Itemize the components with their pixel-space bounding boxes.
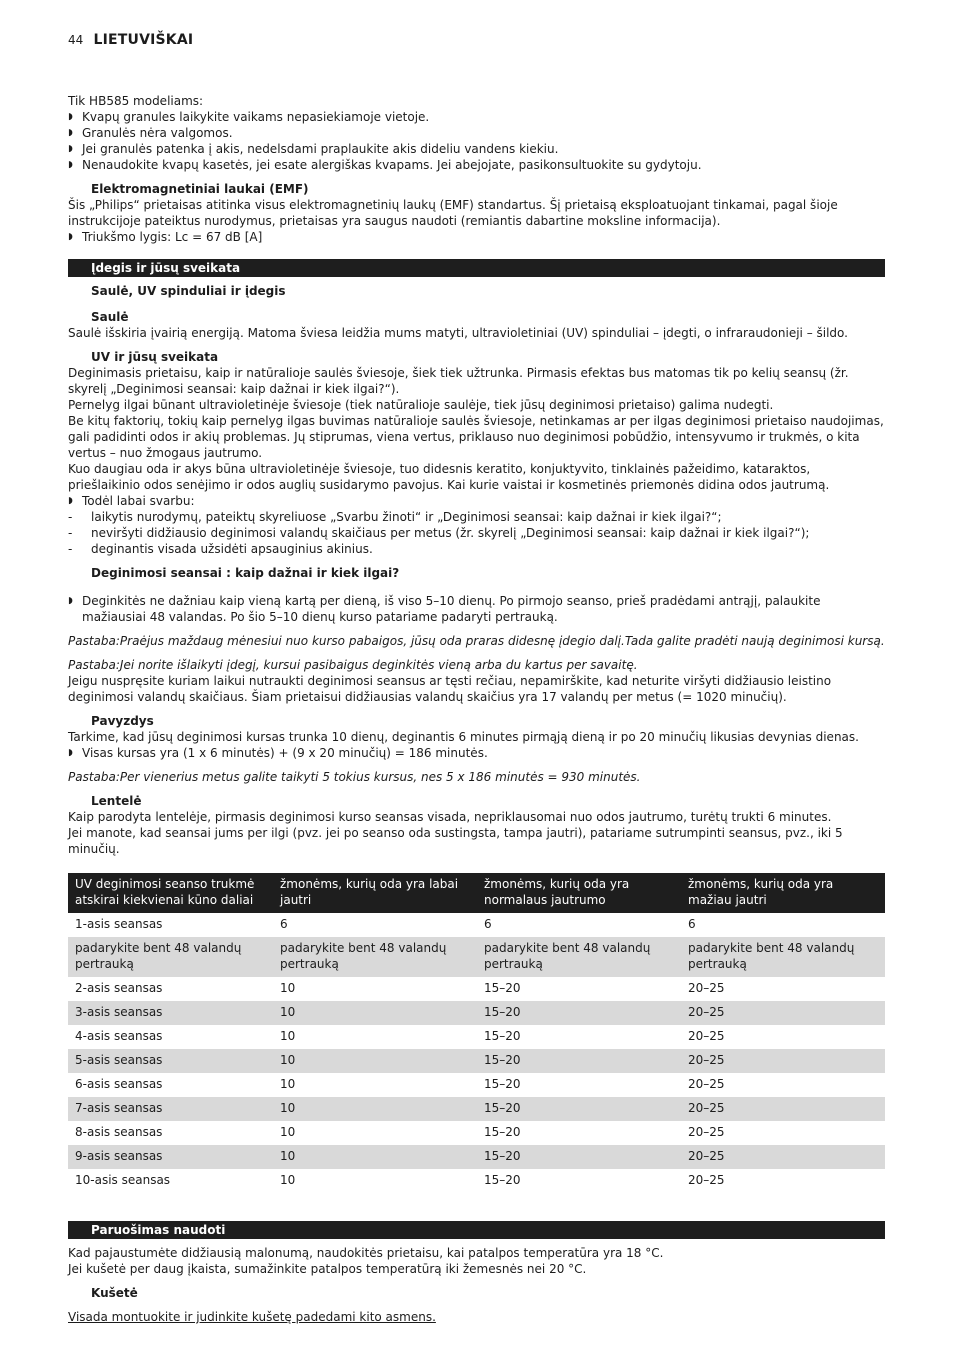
table-row — [68, 1025, 885, 1049]
table-cell: padarykite bent 48 valandų pertrauką — [68, 937, 273, 977]
table-text: Jei manote, kad seansai jums per ilgi (pvz. jei po seanso oda sustingsta, tampa jautri), patariame sutrumpinti seansus, pvz., iki 5 minučių. — [68, 826, 843, 856]
table-cell: 15–20 — [477, 1145, 681, 1169]
prep-text: Jei kušetė per daug įkaista, sumažinkite patalpos temperatūrą iki žemesnės nei 20 °C. — [68, 1262, 587, 1276]
table-cell: 6 — [280, 917, 288, 931]
table-cell: 15–20 — [484, 1173, 521, 1187]
example-bullet: ◗ Visas kursas yra (1 x 6 minutės) + (9 x 20 minučių) = 186 minutės. — [68, 745, 885, 761]
table-cell: 9-asis seansas — [68, 1145, 273, 1169]
table-cell: 20–25 — [681, 1097, 885, 1121]
table-cell: 1-asis seansas — [75, 917, 163, 931]
table-cell: 7-asis seansas — [68, 1097, 273, 1121]
note: Pastaba:Per vienerius metus galite taikyti 5 tokius kursus, nes 5 x 186 minutės = 930 minutės. — [68, 770, 641, 784]
table-cell: 6 — [484, 917, 492, 931]
table-cell: 20–25 — [688, 981, 725, 995]
list-item: - laikytis nurodymų, pateiktų skyreliuose „Svarbu žinoti“ ir „Deginimosi seansai: kaip dažnai ir kiek ilgai?“; — [68, 509, 885, 525]
list-item: ◗ Kvapų granules laikykite vaikams nepasiekiamoje vietoje. — [68, 109, 885, 125]
page-number: 44 — [68, 33, 84, 47]
table-cell: 6-asis seansas — [75, 1077, 163, 1091]
document-page — [68, 32, 885, 1325]
list-item: ◗ Jei granulės patenka į akis, nedelsdami praplaukite akis dideliu vandens kiekiu. — [68, 141, 885, 157]
table-cell: 10 — [280, 1077, 296, 1091]
table-cell: 20–25 — [688, 1077, 725, 1091]
table-row — [68, 937, 885, 977]
table-cell: 20–25 — [688, 1029, 725, 1043]
table-cell: 15–20 — [477, 1001, 681, 1025]
table-cell: 15–20 — [484, 981, 521, 995]
section-bar-prep: Paruošimas naudoti — [68, 1221, 885, 1239]
noise-level: ◗ Triukšmo lygis: Lc = 67 dB [A] — [68, 229, 885, 245]
sessions-bullet: ◗ Deginkitės ne dažniau kaip vieną kartą per dieną, iš viso 5–10 dienų. Po pirmojo seanso, prieš pradėdami antrąjį, palaukite mažiausiai 48 valandas. Po šio 5–10 dienų kurso patariame padaryti pertrauką. — [68, 593, 885, 625]
prep-text: Kad pajaustumėte didžiausią malonumą, naudokitės prietaisu, kai patalpos temperatūra yra 18 °C. — [68, 1246, 664, 1260]
sun-text: Saulė išskiria įvairią energiją. Matoma šviesa leidžia mums matyti, ultravioletiniai (UV) spinduliai – įdegti, o infraraudonieji – šildo. — [68, 326, 848, 340]
table-cell: 10-asis seansas — [75, 1173, 171, 1187]
uv-paragraph: Pernelyg ilgai būnant ultravioletinėje šviesoje (tiek natūralioje saulėje, tiek jūsų deginimosi prietaiso) galima nudegti. — [68, 398, 774, 412]
table-row — [68, 1145, 885, 1169]
table-row — [68, 1169, 885, 1193]
table-row — [68, 1001, 885, 1025]
table-cell: 10 — [273, 1001, 477, 1025]
table-cell: 10 — [273, 1097, 477, 1121]
table-text: Kaip parodyta lentelėje, pirmasis deginimosi kurso seansas visada, nepriklausomai nuo odos jautrumo, turėtų trukti 6 minutes. — [68, 810, 832, 824]
table-row — [68, 977, 885, 1001]
table-row — [68, 1097, 885, 1121]
language-title: LIETUVIŠKAI — [93, 32, 194, 48]
table-row — [68, 1121, 885, 1145]
table-cell: 15–20 — [477, 1097, 681, 1121]
table-cell: 20–25 — [681, 1145, 885, 1169]
uv-paragraph: Kuo daugiau oda ir akys būna ultravioletinėje šviesoje, tuo didesnis keratito, konjuktyvito, tinklainės pažeidimo, kataraktos, priešlaikinio odos senėjimo ir odos auglių susidarymo pavojus. Kai kurie vaistai ir kosmetinės priemonės didina odos jautrumą. — [68, 462, 830, 492]
table-cell: 20–25 — [681, 1001, 885, 1025]
table-cell: 20–25 — [688, 1173, 725, 1187]
table-cell: 10 — [273, 1145, 477, 1169]
table-cell: 15–20 — [484, 1029, 521, 1043]
table-cell: 20–25 — [688, 1125, 725, 1139]
note: Pastaba:Jei norite išlaikyti įdegį, kursui pasibaigus deginkitės vieną arba du kartus per savaitę. — [68, 658, 638, 672]
list-item: ◗ Nenaudokite kvapų kasetės, jei esate alergiškas kvapams. Jei abejojate, pasikonsultuokite su gydytoju. — [68, 157, 885, 173]
uv-paragraph: Deginimasis prietaisu, kaip ir natūralioje saulės šviesoje, šiek tiek užtrunka. Pirmasis efektas bus matomas tik po kelių seansų (žr. skyrelį „Deginimosi seansai: kaip dažnai ir kiek ilgai?“). — [68, 366, 849, 396]
column-header: UV deginimosi seanso trukmė atskirai kiekvienai kūno daliai — [68, 873, 273, 913]
example-text: Tarkime, kad jūsų deginimosi kursas trunka 10 dienų, deginantis 6 minutes pirmąją dieną ir po 20 minučių likusias devynias dienas. — [68, 730, 859, 744]
table-cell: 10 — [280, 1173, 296, 1187]
table-cell: 10 — [273, 1049, 477, 1073]
table-cell: 15–20 — [484, 1125, 521, 1139]
table-cell: padarykite bent 48 valandų pertrauką — [477, 937, 681, 977]
table-cell: 10 — [280, 981, 296, 995]
table-cell: 15–20 — [477, 1049, 681, 1073]
sessions-heading: Deginimosi seansai : kaip dažnai ir kiek ilgai? — [91, 566, 400, 580]
subheading-sun-uv: Saulė, UV spinduliai ir įdegis — [91, 284, 286, 298]
table-cell: 5-asis seansas — [68, 1049, 273, 1073]
note: Pastaba:Praėjus maždaug mėnesiui nuo kurso pabaigos, jūsų oda praras didesnę įdegio dalį.Tada galite pradėti naują deginimosi kursą. — [68, 634, 885, 648]
couch-heading: Kušetė — [91, 1286, 138, 1300]
table-header-row — [68, 873, 885, 913]
list-item: - neviršyti didžiausio deginimosi valandų skaičiaus per metus (žr. skyrelį „Deginimosi seansai: kaip dažnai ir kiek ilgai?“); — [68, 525, 885, 541]
table-cell: 6 — [688, 917, 696, 931]
section-bar-health: Įdegis ir jūsų sveikata — [68, 259, 885, 277]
table-cell: 20–25 — [681, 1049, 885, 1073]
uv-paragraph: Be kitų faktorių, tokių kaip pernelyg ilgas buvimas natūralioje saulės šviesoje, netinkamas ar per ilgas deginimosi prietaiso naudojimas, gali padidinti odos ir akių problemas. Jų stiprumas, viena vertus, priklauso nuo deginimosi pobūdžio, intensyvumo ir trukmės, o kita vertus – nuo žmogaus jautrumo. — [68, 414, 884, 460]
column-header: žmonėms, kurių oda yra normalaus jautrumo — [477, 873, 681, 913]
table-row — [68, 1049, 885, 1073]
table-cell: 10 — [280, 1125, 296, 1139]
column-header: žmonėms, kurių oda yra mažiau jautri — [681, 873, 885, 913]
column-header: žmonėms, kurių oda yra labai jautri — [273, 873, 477, 913]
table-cell: 4-asis seansas — [75, 1029, 163, 1043]
table-cell: padarykite bent 48 valandų pertrauką — [273, 937, 477, 977]
intro-line: Tik HB585 modeliams: — [68, 94, 204, 108]
page-header — [68, 32, 885, 52]
session-table — [68, 873, 885, 1193]
uv-heading: UV ir jūsų sveikata — [91, 350, 219, 364]
table-cell: padarykite bent 48 valandų pertrauką — [681, 937, 885, 977]
table-cell: 10 — [280, 1029, 296, 1043]
sessions-text: Jeigu nuspręsite kuriam laikui nutraukti deginimosi seansus ar tęsti rečiau, nepamirškite, kad neturite viršyti didžiausio leistino deginimosi valandų skaičiaus. Šiam prietaisui didžiausias valandų skaičius yra 17 valandų per metus (= 1020 minučių). — [68, 674, 832, 704]
table-row — [68, 913, 885, 937]
table-cell: 15–20 — [484, 1077, 521, 1091]
important-line: ◗ Todėl labai svarbu: — [68, 493, 885, 509]
sun-heading: Saulė — [91, 310, 129, 324]
table-cell: 8-asis seansas — [75, 1125, 163, 1139]
table-heading: Lentelė — [91, 794, 142, 808]
emf-heading: Elektromagnetiniai laukai (EMF) — [91, 182, 309, 196]
couch-text: Visada montuokite ir judinkite kušetę padedami kito asmens. — [68, 1310, 436, 1324]
table-row — [68, 1073, 885, 1097]
example-heading: Pavyzdys — [91, 714, 154, 728]
table-cell: 3-asis seansas — [68, 1001, 273, 1025]
list-item: ◗ Granulės nėra valgomos. — [68, 125, 885, 141]
list-item: - deginantis visada užsidėti apsauginius akinius. — [68, 541, 885, 557]
table-cell: 2-asis seansas — [75, 981, 163, 995]
emf-text: Šis „Philips“ prietaisas atitinka visus elektromagnetinių laukų (EMF) standartus. Šį prietaisą eksploatuojant tinkamai, pagal šioje instrukcijoje pateiktus nurodymus, prietaisas yra saugus naudoti (remiantis dabartine moksline informacija). — [68, 198, 838, 228]
